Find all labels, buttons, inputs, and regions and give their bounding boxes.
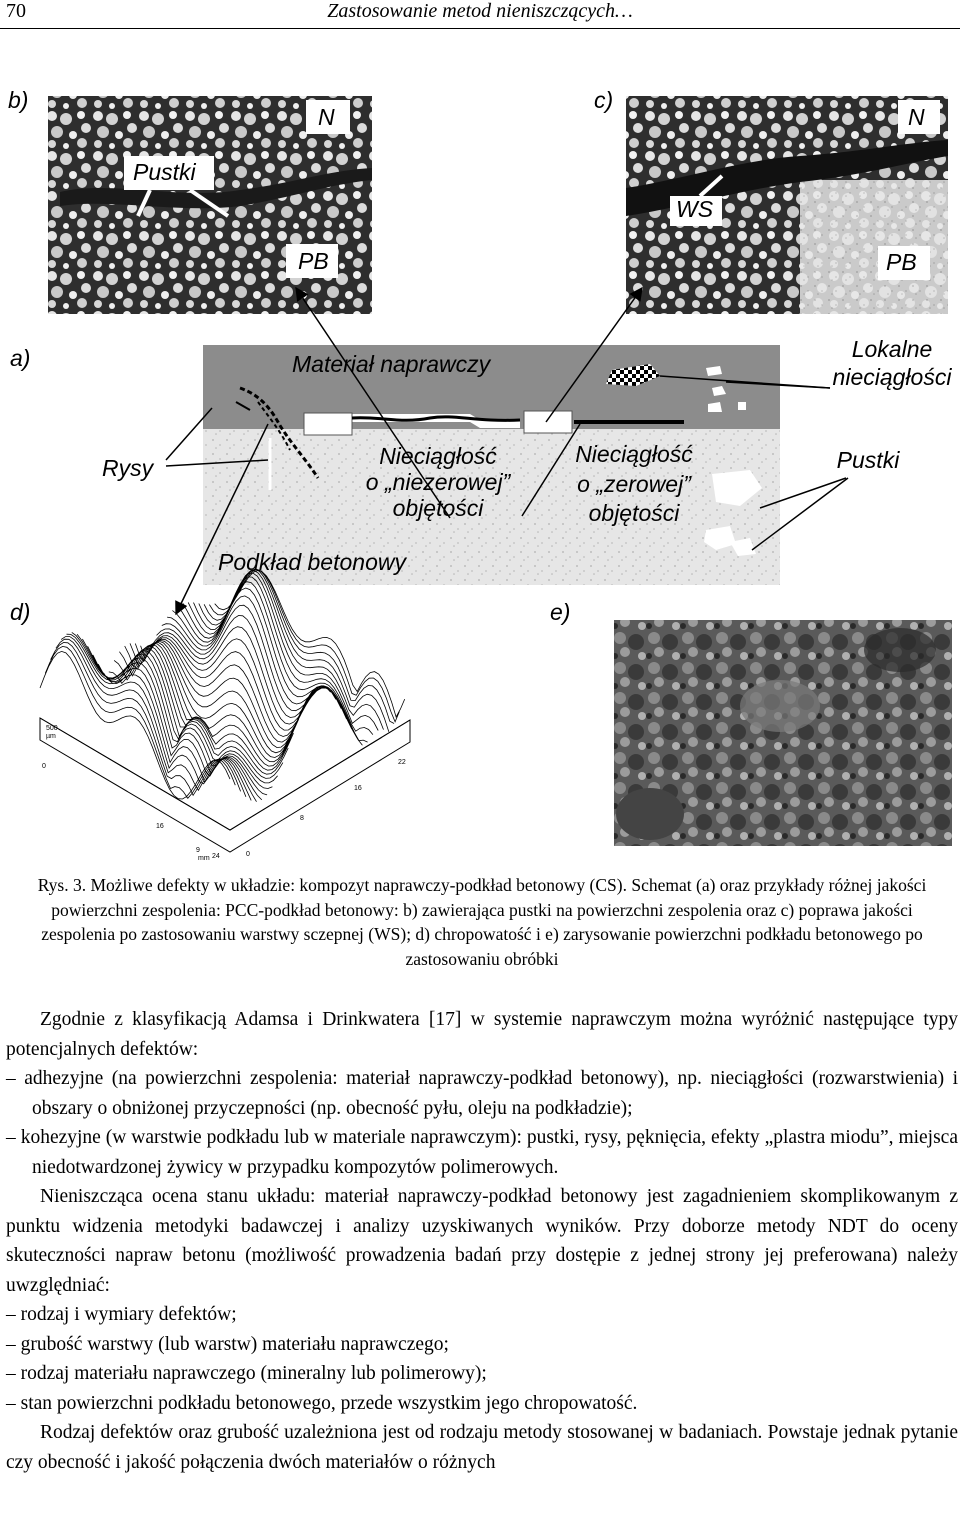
paragraph: Nieniszcząca ocena stanu układu: materiał naprawczy-podkład betonowy jest zagadnieniem skomplikowanym z punktu widzenia metodyki badawczej i analizy uzyskiwanych wyników. Przy doborze metody NDT do oceny skuteczności napraw betonu (możliwość prowadzenia badań przy dostępie z jednej strony jej preferowana) należy uwzględniać: xyxy=(6,1186,958,1296)
list-item: – rodzaj materiału naprawczego (mineralny lub polimerowy); xyxy=(6,1359,958,1389)
figure-drawing xyxy=(0,30,960,860)
panel-d-axis-label: 0 xyxy=(246,851,250,858)
panel-c-label-pb: PB xyxy=(886,249,917,275)
panel-d-axis-label: mm xyxy=(198,855,210,860)
panel-d-axis-label: 9 xyxy=(196,847,200,854)
panel-d-axis-label: 22 xyxy=(398,759,406,766)
panel-d-surface-plot xyxy=(40,569,410,852)
panel-e-letter: e) xyxy=(550,599,571,625)
body-text xyxy=(6,1005,958,1477)
panel-a-niezerowej-2: o „niezerowej” xyxy=(365,469,511,495)
panel-a-zerowej-2: o „zerowej” xyxy=(577,471,691,497)
panel-a-podklad: Podkład betonowy xyxy=(218,549,406,575)
figure-3 xyxy=(0,30,960,860)
panel-c-photo xyxy=(626,96,948,314)
paragraph: Rodzaj defektów oraz grubość uzależniona jest od rodzaju metody stosowanej w badaniach. Powstaje jednak pytanie czy obecność i jakość połączenia dwóch materiałów o różnych xyxy=(6,1422,958,1473)
panel-a-lokalne-1: Lokalne xyxy=(851,336,933,362)
panel-d-axis-label: µm xyxy=(46,733,56,740)
panel-a-letter: a) xyxy=(10,345,31,371)
panel-d-axis-label: 0 xyxy=(42,763,46,770)
list-item: – adhezyjne (na powierzchni zespolenia: materiał naprawczy-podkład betonowy), np. nieciągłości (rozwarstwienia) i obszary o obniżonej przyczepności (np. obecność pyłu, oleju na podkładzie); xyxy=(6,1064,958,1123)
panel-a-zerowej-3: objętości xyxy=(588,500,680,526)
panel-d-axis-label: 500 xyxy=(46,725,58,732)
panel-a-material: Materiał naprawczy xyxy=(292,351,491,377)
panel-e-sem-photo xyxy=(614,620,952,846)
page-number: 70 xyxy=(6,0,26,22)
panel-d-axis-label: 24 xyxy=(212,853,220,860)
figure-caption: Rys. 3. Możliwe defekty w układzie: kompozyt naprawczy-podkład betonowy (CS). Schemat (a) oraz przykłady różnej jakości powierzchni zespolenia: PCC-podkład betonowy: b) zawierająca pustki na powierzchni zespolenia oraz c) poprawa jakości zespolenia po zastosowaniu warstwy sczepnej (WS); d) chropowatość i e) zarysowanie powierzchni podkładu betonowego po zastosowaniu obróbki xyxy=(37,875,927,969)
panel-d-axis-label: 16 xyxy=(156,823,164,830)
panel-d-letter: d) xyxy=(10,599,31,625)
list-item: – rodzaj i wymiary defektów; xyxy=(6,1300,958,1330)
panel-c-label-ws: WS xyxy=(676,196,714,222)
panel-b-label-pb: PB xyxy=(298,248,329,274)
panel-a-niezerowej-1: Nieciągłość xyxy=(379,443,497,469)
page-header xyxy=(0,0,960,29)
panel-b-label-n: N xyxy=(318,104,335,130)
panel-a-lokalne-2: nieciągłości xyxy=(832,364,952,390)
panel-c-letter: c) xyxy=(594,87,614,113)
paragraph: Zgodnie z klasyfikacją Adamsa i Drinkwatera [17] w systemie naprawczym można wyróżnić następujące typy potencjalnych defektów: xyxy=(6,1009,958,1060)
panel-a-pustki: Pustki xyxy=(836,447,900,473)
list-item: – grubość warstwy (lub warstw) materiału naprawczego; xyxy=(6,1330,958,1360)
panel-d-axis-label: 16 xyxy=(354,785,362,792)
panel-a-niezerowej-3: objętości xyxy=(392,495,484,521)
list-item: – stan powierzchni podkładu betonowego, przede wszystkim jego chropowatość. xyxy=(6,1389,958,1419)
panel-c-label-n: N xyxy=(908,104,925,130)
panel-b-letter: b) xyxy=(8,87,29,113)
panel-d-axis-label: 8 xyxy=(300,815,304,822)
panel-a-rysy: Rysy xyxy=(102,455,154,481)
panel-a-zerowej-1: Nieciągłość xyxy=(575,441,693,467)
panel-b-label-pustki: Pustki xyxy=(133,159,196,185)
running-title: Zastosowanie metod nieniszczących… xyxy=(327,0,633,22)
list-item: – kohezyjne (w warstwie podkładu lub w materiale naprawczym): pustki, rysy, pęknięcia, efekty „plastra miodu”, miejsca niedotwardzonej żywicy w przypadku kompozytów polimerowych. xyxy=(6,1123,958,1182)
